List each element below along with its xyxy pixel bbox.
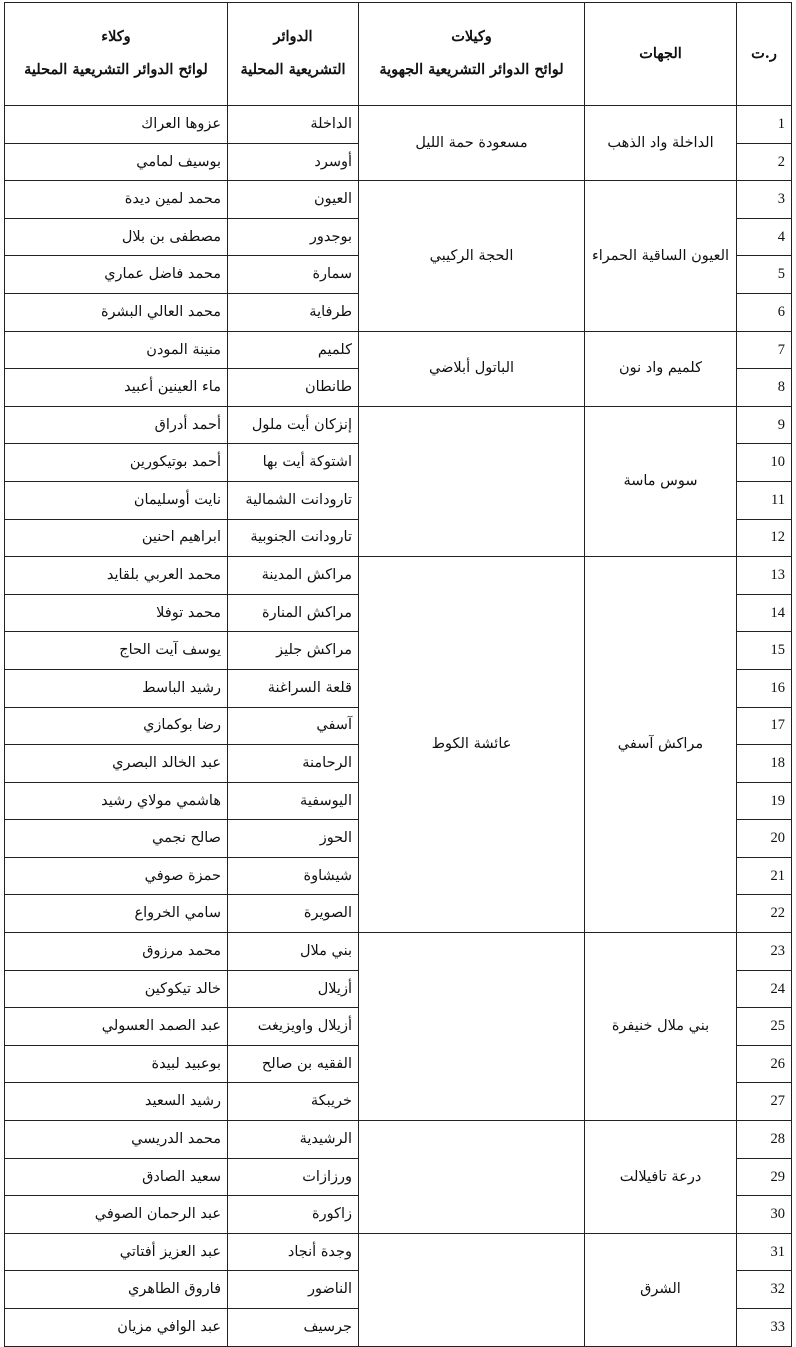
circle-name: أزيلال: [228, 970, 359, 1008]
local-agent-name: عبد الصمد العسولي: [5, 1008, 228, 1046]
row-number: 13: [737, 557, 792, 595]
local-agent-name: هاشمي مولاي رشيد: [5, 782, 228, 820]
row-number: 21: [737, 857, 792, 895]
circle-name: جرسيف: [228, 1309, 359, 1347]
table-row: [5, 106, 792, 144]
region-name: سوس ماسة: [585, 406, 737, 556]
row-number: 5: [737, 256, 792, 294]
header-local-agents-line2: لوائح الدوائر التشريعية المحلية: [24, 61, 208, 78]
local-agent-name: محمد مرزوق: [5, 933, 228, 971]
header-number: ر.ت: [737, 3, 792, 106]
row-number: 10: [737, 444, 792, 482]
row-number: 16: [737, 669, 792, 707]
row-number: 15: [737, 632, 792, 670]
circle-name: آسفي: [228, 707, 359, 745]
local-agent-name: محمد فاضل عماري: [5, 256, 228, 294]
regional-agent-name: [359, 1121, 585, 1234]
row-number: 7: [737, 331, 792, 369]
table-row: [5, 181, 792, 219]
local-agent-name: مصطفى بن بلال: [5, 218, 228, 256]
region-name: درعة تافيلالت: [585, 1121, 737, 1234]
regional-agent-name: الحجة الركيبي: [359, 181, 585, 331]
lists-table: [4, 2, 792, 1347]
region-name: بني ملال خنيفرة: [585, 933, 737, 1121]
local-agent-name: عبد الخالد البصري: [5, 745, 228, 783]
circle-name: مراكش المدينة: [228, 557, 359, 595]
row-number: 27: [737, 1083, 792, 1121]
circle-name: وجدة أنجاد: [228, 1233, 359, 1271]
circle-name: ورزازات: [228, 1158, 359, 1196]
row-number: 17: [737, 707, 792, 745]
row-number: 28: [737, 1121, 792, 1159]
local-agent-name: عبد العزيز أفتاتي: [5, 1233, 228, 1271]
local-agent-name: بوسيف لمامي: [5, 143, 228, 181]
circle-name: طرفاية: [228, 293, 359, 331]
row-number: 9: [737, 406, 792, 444]
circle-name: تارودانت الشمالية: [228, 481, 359, 519]
circle-name: كلميم: [228, 331, 359, 369]
circle-name: الداخلة: [228, 106, 359, 144]
local-agent-name: أحمد بوتيكورين: [5, 444, 228, 482]
local-agent-name: أحمد أدراق: [5, 406, 228, 444]
circle-name: أزيلال واويزيغت: [228, 1008, 359, 1046]
row-number: 33: [737, 1309, 792, 1347]
local-agent-name: محمد لمين ديدة: [5, 181, 228, 219]
circle-name: الرشيدية: [228, 1121, 359, 1159]
row-number: 3: [737, 181, 792, 219]
circle-name: إنزكان أيت ملول: [228, 406, 359, 444]
region-name: مراكش آسفي: [585, 557, 737, 933]
row-number: 22: [737, 895, 792, 933]
row-number: 30: [737, 1196, 792, 1234]
row-number: 2: [737, 143, 792, 181]
region-name: الشرق: [585, 1233, 737, 1346]
row-number: 31: [737, 1233, 792, 1271]
circle-name: الرحامنة: [228, 745, 359, 783]
local-agent-name: حمزة صوفي: [5, 857, 228, 895]
local-agent-name: عبد الوافي مزيان: [5, 1309, 228, 1347]
row-number: 1: [737, 106, 792, 144]
local-agent-name: رشيد الباسط: [5, 669, 228, 707]
local-agent-name: بوعبيد لبيدة: [5, 1045, 228, 1083]
circle-name: الناضور: [228, 1271, 359, 1309]
local-agent-name: يوسف آيت الحاج: [5, 632, 228, 670]
header-regional-agents: [359, 3, 585, 106]
row-number: 8: [737, 369, 792, 407]
circle-name: تارودانت الجنوبية: [228, 519, 359, 557]
local-agent-name: محمد العالي البشرة: [5, 293, 228, 331]
circle-name: الفقيه بن صالح: [228, 1045, 359, 1083]
regional-agent-name: عائشة الكوط: [359, 557, 585, 933]
row-number: 6: [737, 293, 792, 331]
region-name: الداخلة واد الذهب: [585, 106, 737, 181]
local-agent-name: ماء العينين أعبيد: [5, 369, 228, 407]
local-agent-name: محمد العربي بلقايد: [5, 557, 228, 595]
local-agent-name: سامي الخرواع: [5, 895, 228, 933]
table-row: [5, 933, 792, 971]
region-name: كلميم واد نون: [585, 331, 737, 406]
circle-name: أوسرد: [228, 143, 359, 181]
regional-agent-name: [359, 406, 585, 556]
circle-name: قلعة السراغنة: [228, 669, 359, 707]
header-regional-agents-line1: وكيلات: [451, 28, 492, 46]
header-local-agents-line1: وكلاء: [101, 28, 131, 46]
local-agent-name: عزوها العراك: [5, 106, 228, 144]
header-circles-line1: الدوائر: [273, 28, 313, 46]
circle-name: الصويرة: [228, 895, 359, 933]
row-number: 20: [737, 820, 792, 858]
header-row: [5, 3, 792, 106]
local-agent-name: صالح نجمي: [5, 820, 228, 858]
row-number: 14: [737, 594, 792, 632]
local-agent-name: خالد تيكوكين: [5, 970, 228, 1008]
header-local-agents: [5, 3, 228, 106]
header-circles: [228, 3, 359, 106]
row-number: 19: [737, 782, 792, 820]
circle-name: بوجدور: [228, 218, 359, 256]
circle-name: سمارة: [228, 256, 359, 294]
region-name: العيون الساقية الحمراء: [585, 181, 737, 331]
circle-name: شيشاوة: [228, 857, 359, 895]
circle-name: الحوز: [228, 820, 359, 858]
table-row: [5, 557, 792, 595]
local-agent-name: سعيد الصادق: [5, 1158, 228, 1196]
circle-name: طانطان: [228, 369, 359, 407]
local-agent-name: محمد توفلا: [5, 594, 228, 632]
row-number: 32: [737, 1271, 792, 1309]
row-number: 18: [737, 745, 792, 783]
row-number: 26: [737, 1045, 792, 1083]
regional-agent-name: [359, 933, 585, 1121]
local-agent-name: رشيد السعيد: [5, 1083, 228, 1121]
table-row: [5, 406, 792, 444]
regional-agent-name: مسعودة حمة الليل: [359, 106, 585, 181]
local-agent-name: ابراهيم احنين: [5, 519, 228, 557]
table-row: [5, 1121, 792, 1159]
row-number: 23: [737, 933, 792, 971]
table-row: [5, 331, 792, 369]
circle-name: خريبكة: [228, 1083, 359, 1121]
table-row: [5, 1233, 792, 1271]
row-number: 11: [737, 481, 792, 519]
regional-agent-name: [359, 1233, 585, 1346]
circle-name: زاكورة: [228, 1196, 359, 1234]
row-number: 4: [737, 218, 792, 256]
table-body: [5, 106, 792, 1347]
row-number: 24: [737, 970, 792, 1008]
circle-name: بني ملال: [228, 933, 359, 971]
header-circles-line2: التشريعية المحلية: [240, 61, 346, 78]
circle-name: اليوسفية: [228, 782, 359, 820]
row-number: 25: [737, 1008, 792, 1046]
local-agent-name: منينة المودن: [5, 331, 228, 369]
local-agent-name: فاروق الطاهري: [5, 1271, 228, 1309]
row-number: 29: [737, 1158, 792, 1196]
header-regional-agents-line2: لوائح الدوائر التشريعية الجهوية: [379, 61, 564, 78]
row-number: 12: [737, 519, 792, 557]
circle-name: العيون: [228, 181, 359, 219]
local-agent-name: نايت أوسليمان: [5, 481, 228, 519]
circle-name: مراكش جليز: [228, 632, 359, 670]
regional-agent-name: الباتول أبلاضي: [359, 331, 585, 406]
local-agent-name: عبد الرحمان الصوفي: [5, 1196, 228, 1234]
local-agent-name: رضا بوكمازي: [5, 707, 228, 745]
header-region: الجهات: [585, 3, 737, 106]
circle-name: اشتوكة أيت بها: [228, 444, 359, 482]
circle-name: مراكش المنارة: [228, 594, 359, 632]
local-agent-name: محمد الدريسي: [5, 1121, 228, 1159]
